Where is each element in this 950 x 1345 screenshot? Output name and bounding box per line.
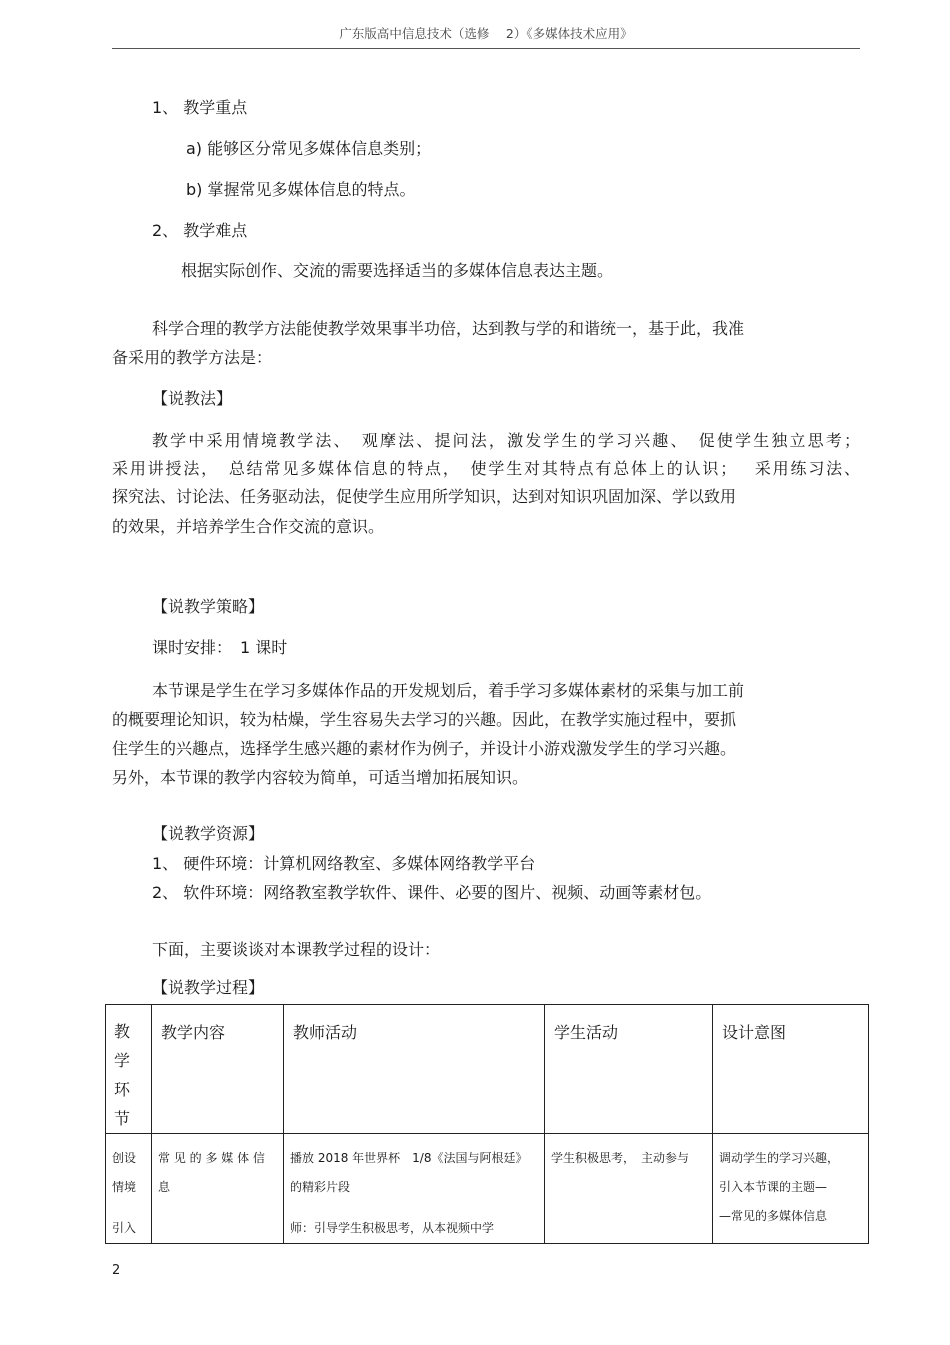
table-row [106, 1134, 869, 1244]
process-intro: 下面，主要谈谈对本课教学过程的设计： [152, 940, 441, 959]
row1-teacher-line: 师：引导学生积极思考，从本视频中学 [290, 1221, 495, 1235]
method-heading: 【说教法】 [152, 389, 233, 408]
header-stage-char: 学 [114, 1051, 131, 1070]
row1-stage-line: 引入 [112, 1221, 137, 1235]
header-stage-cell [106, 1005, 152, 1134]
header-stage-char: 环 [114, 1080, 131, 1099]
header-content: 教学内容 [161, 1023, 226, 1042]
method-intro-line-1: 科学合理的教学方法能使教学效果事半功倍，达到教与学的和谐统一，基于此，我准 [152, 319, 745, 338]
row1-teacher-cell [284, 1134, 545, 1244]
focus-heading: 1、 教学重点 [152, 98, 248, 117]
row1-content-line: 息 [158, 1180, 171, 1194]
header-student-cell [545, 1005, 713, 1134]
strategy-line-2: 的概要理论知识，较为枯燥，学生容易失去学习的兴趣。因此，在教学实施过程中，要抓 [112, 710, 737, 729]
row1-student-text: 学生积极思考， 主动参与 [551, 1151, 690, 1165]
method-line-1: 教学中采用情境教学法、 观摩法、提问法，激发学生的学习兴趣、 促使学生独立思考； [152, 431, 860, 450]
method-line-4: 的效果，并培养学生合作交流的意识。 [112, 517, 385, 536]
row1-teacher-line: 的精彩片段 [290, 1180, 351, 1194]
row1-intent-line: —常见的多媒体信息 [719, 1209, 828, 1223]
method-intro-line-2: 备采用的教学方法是： [112, 348, 273, 367]
resource-hardware: 1、 硬件环境：计算机网络教室、多媒体网络教学平台 [152, 854, 536, 873]
row1-teacher-line: 播放 2018 年世界杯 1/8《法国与阿根廷》 [290, 1151, 528, 1165]
header-content-cell [152, 1005, 284, 1134]
difficulty-heading: 2、 教学难点 [152, 221, 248, 240]
process-heading: 【说教学过程】 [152, 978, 265, 997]
strategy-heading: 【说教学策略】 [152, 597, 265, 616]
row1-intent-cell [713, 1134, 869, 1244]
header-intent: 设计意图 [722, 1023, 787, 1042]
header-intent-cell [713, 1005, 869, 1134]
row1-content-line: 常 见 的 多 媒 体 信 [158, 1151, 265, 1165]
row1-intent-line: 引入本节课的主题— [719, 1180, 828, 1194]
difficulty-text: 根据实际创作、交流的需要选择适当的多媒体信息表达主题。 [181, 261, 614, 280]
row1-stage-line: 创设 [112, 1151, 137, 1165]
strategy-line-1: 本节课是学生在学习多媒体作品的开发规划后，着手学习多媒体素材的采集与加工前 [152, 681, 745, 700]
header-teacher: 教师活动 [293, 1023, 358, 1042]
header-stage-char: 节 [114, 1109, 131, 1128]
focus-item-b: b) 掌握常见多媒体信息的特点。 [186, 180, 416, 199]
row1-content-cell [152, 1134, 284, 1244]
page-number: 2 [112, 1263, 121, 1278]
class-schedule: 课时安排： 1 课时 [152, 638, 288, 657]
header-stage-char: 教 [114, 1022, 131, 1041]
strategy-line-4: 另外，本节课的教学内容较为简单，可适当增加拓展知识。 [112, 768, 529, 787]
resource-software: 2、 软件环境：网络教室教学软件、课件、必要的图片、视频、动画等素材包。 [152, 883, 712, 902]
method-line-2: 采用讲授法， 总结常见多媒体信息的特点， 使学生对其特点有总体上的认识； 采用练习法、 [112, 459, 860, 478]
row1-intent-line: 调动学生的学习兴趣， [719, 1151, 840, 1165]
row1-student-cell [545, 1134, 713, 1244]
strategy-line-3: 住学生的兴趣点，选择学生感兴趣的素材作为例子，并设计小游戏激发学生的学习兴趣。 [112, 739, 737, 758]
focus-item-a: a) 能够区分常见多媒体信息类别； [186, 139, 432, 158]
teaching-process-table [105, 1004, 869, 1244]
resource-heading: 【说教学资源】 [152, 824, 265, 843]
method-line-3: 探究法、讨论法、任务驱动法，促使学生应用所学知识，达到对知识巩固加深、学以致用 [112, 487, 737, 506]
header-student: 学生活动 [554, 1023, 619, 1042]
header-rule [112, 48, 860, 49]
row1-stage-cell [106, 1134, 152, 1244]
table-header-row [106, 1005, 869, 1134]
running-header: 广东版高中信息技术（选修 2）《多媒体技术应用》 [339, 26, 633, 41]
row1-stage-line: 情境 [112, 1180, 137, 1194]
header-teacher-cell [284, 1005, 545, 1134]
